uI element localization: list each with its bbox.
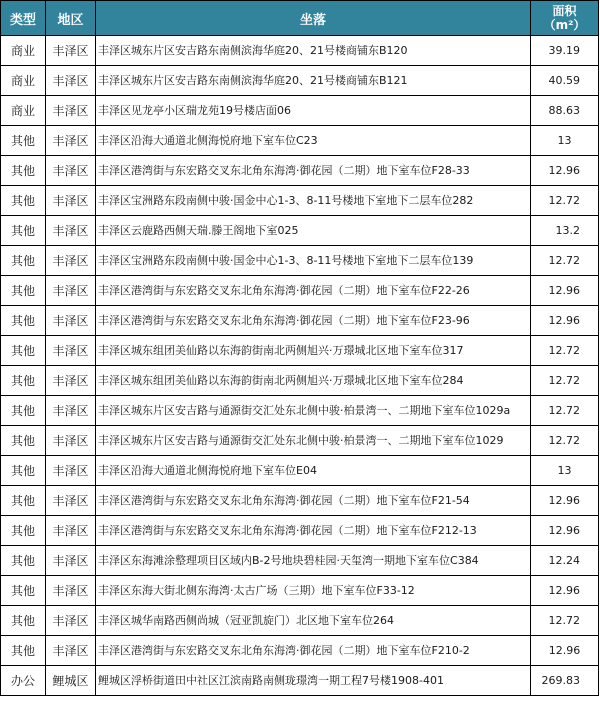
cell-location: 丰泽区东海大街北侧东海湾·太古广场（三期）地下室车位F33-12 [96, 576, 531, 606]
cell-area: 13.2 [531, 216, 599, 246]
table-row [1, 606, 599, 636]
cell-location: 丰泽区城东组团美仙路以东海韵街南北两侧旭兴·万璟城北区地下室车位317 [96, 336, 531, 366]
cell-type: 其他 [1, 486, 46, 516]
cell-area: 12.72 [531, 246, 599, 276]
cell-location: 丰泽区城东片区安吉路与通源街交汇处东北侧中骏·柏景湾一、二期地下室车位1029a [96, 396, 531, 426]
cell-type: 其他 [1, 636, 46, 666]
cell-region: 丰泽区 [46, 606, 96, 636]
cell-type: 其他 [1, 276, 46, 306]
cell-type: 其他 [1, 336, 46, 366]
cell-region: 丰泽区 [46, 366, 96, 396]
cell-region: 丰泽区 [46, 456, 96, 486]
cell-region: 丰泽区 [46, 216, 96, 246]
table-header-row [1, 1, 599, 36]
cell-region: 丰泽区 [46, 336, 96, 366]
cell-region: 丰泽区 [46, 36, 96, 66]
table-row [1, 576, 599, 606]
cell-type: 其他 [1, 456, 46, 486]
cell-area: 12.96 [531, 636, 599, 666]
cell-location: 丰泽区城东片区安吉路东南侧滨海华庭20、21号楼商铺东B121 [96, 66, 531, 96]
cell-region: 丰泽区 [46, 396, 96, 426]
cell-area: 12.96 [531, 276, 599, 306]
table-row [1, 306, 599, 336]
header-type: 类型 [1, 1, 46, 36]
cell-area: 13 [531, 456, 599, 486]
table-row [1, 366, 599, 396]
cell-type: 其他 [1, 426, 46, 456]
table-row [1, 456, 599, 486]
cell-location: 丰泽区港湾街与东宏路交叉东北角东海湾·御花园（二期）地下室车位F23-96 [96, 306, 531, 336]
table-row [1, 186, 599, 216]
table-row [1, 546, 599, 576]
cell-region: 丰泽区 [46, 96, 96, 126]
cell-location: 丰泽区沿海大通道北侧海悦府地下室车位C23 [96, 126, 531, 156]
cell-location: 丰泽区城华南路西侧尚城（冠亚凯旋门）北区地下室车位264 [96, 606, 531, 636]
cell-region: 丰泽区 [46, 186, 96, 216]
cell-location: 丰泽区港湾街与东宏路交叉东北角东海湾·御花园（二期）地下室车位F21-54 [96, 486, 531, 516]
cell-type: 其他 [1, 366, 46, 396]
cell-region: 丰泽区 [46, 426, 96, 456]
header-region: 地区 [46, 1, 96, 36]
cell-type: 其他 [1, 576, 46, 606]
cell-area: 12.72 [531, 366, 599, 396]
cell-type: 其他 [1, 126, 46, 156]
cell-area: 12.72 [531, 186, 599, 216]
table-row [1, 426, 599, 456]
cell-location: 丰泽区城东片区安吉路东南侧滨海华庭20、21号楼商铺东B120 [96, 36, 531, 66]
cell-type: 其他 [1, 306, 46, 336]
cell-type: 商业 [1, 96, 46, 126]
cell-region: 丰泽区 [46, 516, 96, 546]
header-area [531, 1, 599, 36]
cell-type: 其他 [1, 396, 46, 426]
cell-type: 其他 [1, 216, 46, 246]
table-row [1, 336, 599, 366]
table-row [1, 636, 599, 666]
cell-region: 丰泽区 [46, 576, 96, 606]
table-row [1, 276, 599, 306]
table-row [1, 36, 599, 66]
cell-location: 鲤城区浮桥街道田中社区江滨南路南侧珑璟湾一期工程7号楼1908-401 [96, 666, 531, 696]
cell-location: 丰泽区港湾街与东宏路交叉东北角东海湾·御花园（二期）地下室车位F28-33 [96, 156, 531, 186]
cell-region: 丰泽区 [46, 546, 96, 576]
cell-area: 12.96 [531, 516, 599, 546]
cell-region: 丰泽区 [46, 156, 96, 186]
cell-region: 丰泽区 [46, 126, 96, 156]
cell-region: 丰泽区 [46, 276, 96, 306]
cell-area: 12.96 [531, 156, 599, 186]
cell-area: 12.72 [531, 426, 599, 456]
cell-area: 12.24 [531, 546, 599, 576]
cell-area: 12.72 [531, 396, 599, 426]
cell-location: 丰泽区港湾街与东宏路交叉东北角东海湾·御花园（二期）地下室车位F210-2 [96, 636, 531, 666]
cell-location: 丰泽区港湾街与东宏路交叉东北角东海湾·御花园（二期）地下室车位F22-26 [96, 276, 531, 306]
cell-area: 12.96 [531, 576, 599, 606]
cell-location: 丰泽区云鹿路西侧天瑞.滕王阁地下室025 [96, 216, 531, 246]
table-row [1, 216, 599, 246]
cell-region: 丰泽区 [46, 246, 96, 276]
table-row [1, 486, 599, 516]
cell-location: 丰泽区城东片区安吉路与通源街交汇处东北侧中骏·柏景湾一、二期地下室车位1029 [96, 426, 531, 456]
cell-type: 办公 [1, 666, 46, 696]
cell-type: 其他 [1, 186, 46, 216]
cell-region: 丰泽区 [46, 636, 96, 666]
cell-type: 商业 [1, 66, 46, 96]
table-row [1, 66, 599, 96]
cell-area: 269.83 [531, 666, 599, 696]
cell-area: 12.96 [531, 306, 599, 336]
cell-area: 12.96 [531, 486, 599, 516]
cell-type: 其他 [1, 606, 46, 636]
table-body [1, 36, 599, 696]
header-location: 坐落 [96, 1, 531, 36]
cell-type: 其他 [1, 546, 46, 576]
table-row [1, 516, 599, 546]
cell-region: 丰泽区 [46, 486, 96, 516]
cell-region: 鲤城区 [46, 666, 96, 696]
table-row [1, 96, 599, 126]
table-row [1, 666, 599, 696]
cell-area: 12.72 [531, 336, 599, 366]
cell-location: 丰泽区东海滩涂整理项目区域内B-2号地块碧桂园·天玺湾一期地下室车位C384 [96, 546, 531, 576]
table-row [1, 396, 599, 426]
cell-type: 其他 [1, 516, 46, 546]
cell-area: 39.19 [531, 36, 599, 66]
cell-area: 13 [531, 126, 599, 156]
cell-location: 丰泽区城东组团美仙路以东海韵街南北两侧旭兴·万璟城北区地下室车位284 [96, 366, 531, 396]
cell-region: 丰泽区 [46, 66, 96, 96]
table-row [1, 246, 599, 276]
header-area-label: 面积 [552, 4, 577, 18]
cell-location: 丰泽区宝洲路东段南侧中骏·国金中心1-3、8-11号楼地下室地下二层车位282 [96, 186, 531, 216]
cell-area: 40.59 [531, 66, 599, 96]
table-row [1, 126, 599, 156]
cell-type: 其他 [1, 156, 46, 186]
cell-region: 丰泽区 [46, 306, 96, 336]
cell-type: 其他 [1, 246, 46, 276]
cell-location: 丰泽区沿海大通道北侧海悦府地下室车位E04 [96, 456, 531, 486]
table-row [1, 156, 599, 186]
cell-location: 丰泽区宝洲路东段南侧中骏·国金中心1-3、8-11号楼地下室地下二层车位139 [96, 246, 531, 276]
cell-type: 商业 [1, 36, 46, 66]
cell-area: 88.63 [531, 96, 599, 126]
cell-location: 丰泽区港湾街与东宏路交叉东北角东海湾·御花园（二期）地下室车位F212-13 [96, 516, 531, 546]
header-area-unit: （m²） [543, 18, 586, 32]
cell-area: 12.72 [531, 606, 599, 636]
cell-location: 丰泽区见龙亭小区瑞龙苑19号楼店面06 [96, 96, 531, 126]
